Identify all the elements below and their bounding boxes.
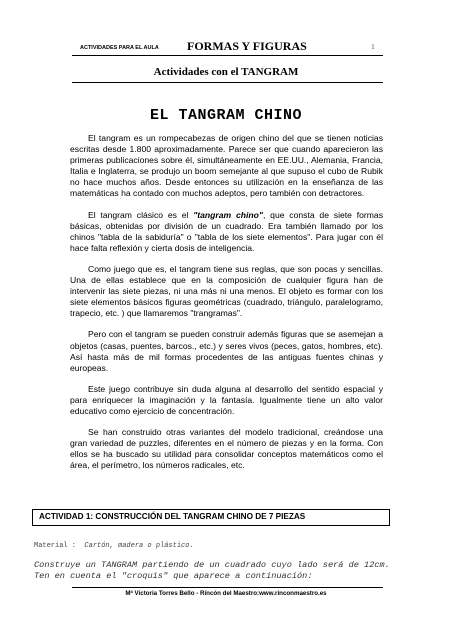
footer-rule <box>72 587 383 588</box>
paragraph: Este juego contribuye sin duda alguna al desarrollo del sentido espacial y para enriquecer la imaginación y la fantasía. Igualmente tiene un alto valor educativo como ejercicio de concentración. <box>70 383 383 416</box>
paragraph: El tangram es un rompecabezas de origen chino del que se tienen noticias escritas desde 1.800 aproximadamente. Parece ser que cuando aparecieron las primeras publicaciones sobre él, simultáneamente en EE.UU., Alemania, Francia, Italia e Inglaterra, se produjo un boom semejante al que supuso el cubo de Rubik no hace muchos años. Desde entonces su utilización en la enseñanza de las matemáticas ha contado con muchos adeptos, pero también con detractores. <box>70 133 383 199</box>
header-title: FORMAS Y FIGURAS <box>187 39 307 53</box>
page-title: EL TANGRAM CHINO <box>149 107 303 124</box>
paragraph: Pero con el tangram se pueden construir además figuras que se asemejan a objetos (casas, puentes, barcos., etc.) y seres vivos (peces, gatos, hombres, etc). Así hasta más de mil formas procedentes de las antiguas fuentes chinas y europeas. <box>70 329 383 373</box>
activity-title: ACTIVIDAD 1: CONSTRUCCIÓN DEL TANGRAM CHINO DE 7 PIEZAS <box>39 512 306 521</box>
paragraph-text: , que consta de siete formas básicas, obtenidas por división de un cuadrado. Era también llamado por los chinos "tabla de la sabiduría" o "tabla de los siete elementos". Para jugar con él hace falta reflexión y cierta dosis de inteligencia. <box>70 209 384 253</box>
header-section-label: ACTIVIDADES PARA EL AULA <box>80 45 159 51</box>
activity-instruction: Construye un TANGRAM partiendo de un cuadrado cuyo lado será de 12cm. Ten en cuenta el "croquis" que aparece a continuación: <box>34 560 390 581</box>
material-label: Material : <box>34 542 77 550</box>
paragraph-text: El tangram clásico es el <box>88 209 194 220</box>
paragraph <box>70 210 383 254</box>
subtitle: Actividades con el TANGRAM <box>153 66 299 78</box>
header-rule <box>72 55 383 56</box>
page-number: 1 <box>371 42 375 51</box>
emphasis-text: "tangram chino" <box>193 209 263 220</box>
activity-box <box>32 509 390 526</box>
subtitle-rule <box>72 82 383 83</box>
paragraph: Se han construido otras variantes del modelo tradicional, creándose una gran variedad de puzzles, diferentes en el número de piezas y en la forma. Con ellos se ha buscado su utilidad para consolidar conceptos matemáticos como el área, el perímetro, los números radicales, etc. <box>70 427 383 471</box>
paragraph: Como juego que es, el tangram tiene sus reglas, que son pocas y sencillas. Una de ellas establece que en la composición de cualquier figura han de intervenir las siete piezas, ni una más ni una menos. El objeto es formar con los siete elementos básicos figuras geométricas (cuadrado, triángulo, paralelogramo, trapecio, etc. ) que llamaremos "trangramas". <box>70 263 383 319</box>
footer-credit: Mª Victoria Torres Bello - Rincón del Maestro:www.rinconmaestro.es <box>125 590 327 597</box>
material-value: Cartón, madera o plástico. <box>84 542 194 550</box>
body-text <box>70 133 383 481</box>
material-line <box>34 542 194 550</box>
